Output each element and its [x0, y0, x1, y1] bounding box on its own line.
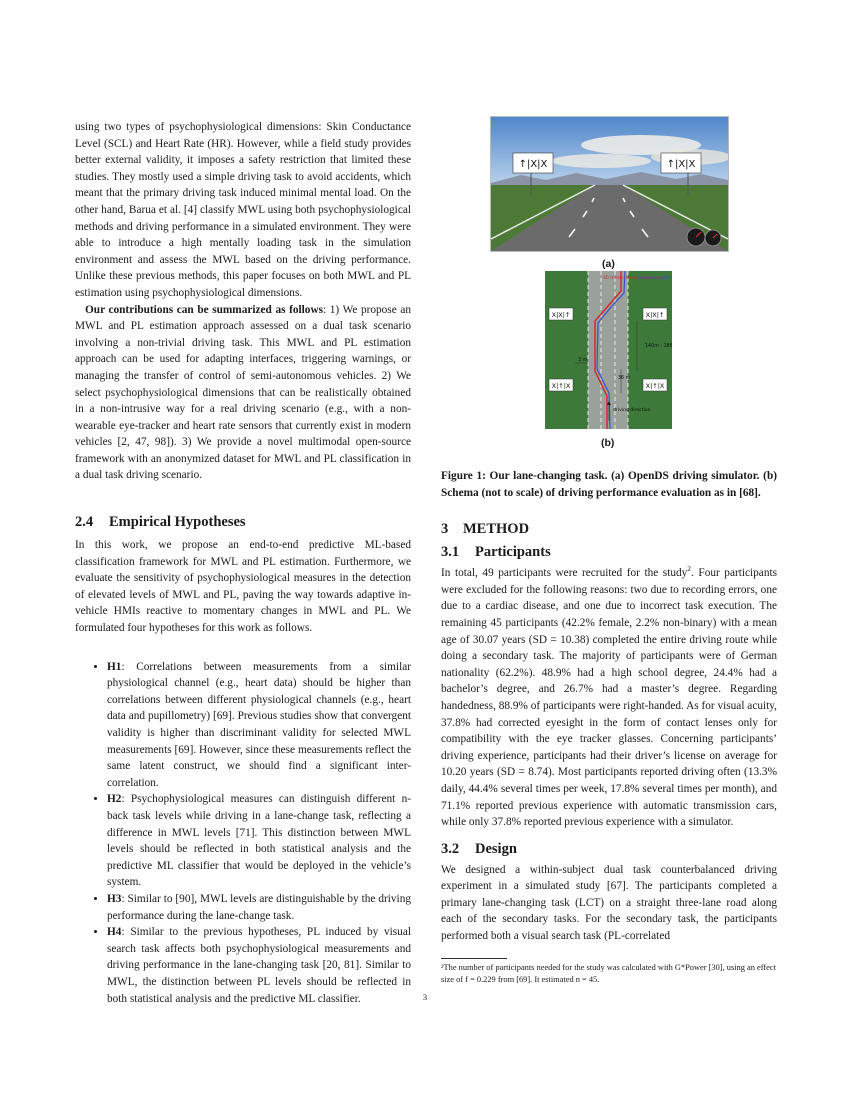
footnote: ²The number of participants needed for the study was calculated with G*Power [30], using an effect size of f = 0.229 from [69]. It estimated n = 45.: [441, 963, 776, 984]
participants-paragraph: [441, 565, 777, 831]
section-title: Empirical Hypotheses: [109, 514, 246, 531]
figure-1a-label: (a): [602, 258, 615, 270]
simulator-scene: [491, 117, 728, 251]
participants-text: . Four participants were excluded for the following reasons: two due to recording errors, one due to a cardiac disease, and one due to incorrect task execution. The remaining 45 participants (42.2% female, 2.2% non-binary) with a mean age of 30.07 years (SD = 10.38) completed the entire driving route while doing a secondary task. The majority of participants were of German nationality (62.2%). 48.9% had a high school degree, 24.4% had a bachelor’s degree, and 26.7% had a master’s degree. Regarding handedness, 88.9% of participants were right-handed. As for visual acuity, 37.8% had corrected eyesight in the form of contact lenses only for compatibility with the eye tracker glasses. Concerning participants’ driving experience, participants had their driver’s license on average for 10.20 years (SD = 8.74). Most participants reported driving often (13.3% daily, 44.4% several times per week, 17.8% several times per month), and 71.1% reported previous experience with automatic transmission cars, while only 37.8% reported previous experience with a simulator.: [441, 567, 778, 829]
footnote-marker: 2: [687, 564, 692, 574]
section-title: Participants: [475, 544, 551, 561]
participants-text: In total, 49 participants were recruited for the study: [441, 567, 688, 580]
contributions-text: : 1) We propose an MWL and PL estimation approach assessed on a dual task scenario involving a non-trivial driving task. This MWL and PL estimation approach can be used for adapting interfaces, triggering warnings, or managing the transfer of control of semi-autonomous vehicles. 2) We select psychophysiological dimensions that can be realistically obtained in a non-intrusive way for a real driving scenario (e.g., with a non-wearable eye-tracker and heart rate sensors that currently exist in modern vehicles [2, 47, 98]). 3) We provide a novel multimodal open-source framework with an anonymized dataset for MWL and PL classification in a dual task driving scenario.: [75, 303, 411, 482]
section-3-1-heading: [441, 544, 777, 561]
section-3-heading: [441, 521, 777, 538]
legend-blue: sampled partic: [637, 276, 672, 281]
hypothesis-label: H2: [107, 793, 122, 806]
contributions-paragraph: [75, 302, 411, 485]
design-paragraph: We designed a within-subject dual task counterbalanced driving experiment in a simulated study [67]. The participants completed a primary lane-changing task (LCT) on a straight three-lane road along each of the secondary tasks. For the secondary task, the participants performed both a visual search task (PL-correlated: [441, 863, 777, 943]
lane-width-label: 3 m: [578, 358, 588, 363]
hypothesis-item: [107, 659, 411, 792]
section-number: 2.4: [75, 514, 94, 531]
footnote-divider: [441, 958, 507, 959]
hypothesis-label: H1: [107, 660, 122, 673]
hypothesis-text: : Psychophysiological measures can distinguish different n-back task levels while driving in a lane-change task, reflecting a difference in MWL levels [71]. This distinction between MWL levels should be reflected in both statistical analysis and the predictive ML classifier that would be deployed in the vehicle’s system.: [107, 793, 411, 889]
hypothesis-label: H4: [107, 926, 122, 939]
section-3-2-heading: [441, 841, 777, 858]
section-2-4-heading: [75, 514, 411, 531]
contributions-lead: Our contributions can be summarized as follows: [85, 303, 323, 316]
figure-1b-schema: [545, 271, 672, 429]
schema-sign: X|↑|X: [645, 382, 665, 390]
page-number: 3: [422, 992, 428, 1002]
section-title: Design: [475, 840, 517, 857]
schema-sign: X|↑|X: [551, 382, 571, 390]
figure-1b-label: (b): [601, 437, 615, 449]
hypothesis-item: [107, 924, 411, 1007]
schema-sign: X|X|↑: [645, 311, 665, 319]
section-title: METHOD: [463, 521, 530, 538]
left-column: [75, 119, 411, 1007]
hypotheses-list: [75, 659, 411, 1007]
section-number: 3.2: [441, 840, 460, 857]
section-number: 3.1: [441, 544, 460, 561]
distance-short-label: 36 m: [618, 376, 631, 381]
hypothesis-text: : Similar to [90], MWL levels are distinguishable by the driving performance during the lane-change task.: [107, 892, 411, 922]
sign-left-text: ↑|X|X: [518, 159, 548, 170]
lane-change-schema: [545, 271, 672, 429]
right-column: [441, 468, 777, 945]
hypotheses-intro: In this work, we propose an end-to-end predictive ML-based classification framework for MWL and PL estimation. Furthermore, we evaluate the sensitivity of psychophysiological measures in the detection of elevated levels of MWL and PL, paving the way towards adaptive in-vehicle HMIs reactive to momentary changes in MWL and PL. We formulated four hypotheses for this work as follows.: [75, 539, 411, 635]
section-number: 3: [441, 521, 449, 538]
figure-1a-simulator: [490, 116, 729, 252]
sign-right-text: ↑|X|X: [666, 159, 696, 170]
distance-long-label: 140m - 188: [645, 344, 672, 349]
hypothesis-text: : Similar to the previous hypotheses, PL induced by visual search task affects both psychophysiological measurements and driving performance in the lane-changing task [20, 81]. Similar to MWL, the distinction between PL levels should be reflected in both statistical analysis and the predictive ML classifier.: [107, 926, 411, 1005]
figure-1-caption: Figure 1: Our lane-changing task. (a) OpenDS driving simulator. (b) Schema (not to scale) of driving performance evaluation as in [68].: [441, 470, 777, 499]
schema-sign: X|X|↑: [551, 311, 571, 319]
hypothesis-label: H3: [107, 892, 122, 905]
intro-paragraph: using two types of psychophysiological dimensions: Skin Conductance Level (SCL) and Heart Rate (HR). However, while a field study provides better external validity, it imposes a safety restriction that limited these studies. They mostly used a simple driving task to avoid accidents, which meant that the primary driving task induced minimal mental load. On the other hand, Barua et al. [4] classify MWL using both psychophysiological methods and driving performance in a simulated environment. They were able to introduce a high mentally loading task in the simulation environment and assess the MWL based on the driving performance. Unlike these previous methods, this paper focuses on both MWL and PL estimation using psychophysiological dimensions.: [75, 121, 411, 299]
hypothesis-item: [107, 791, 411, 891]
legend-red: 40 meter mean reference: [603, 276, 663, 281]
driving-direction-label: driving direction: [613, 408, 651, 413]
hypothesis-item: [107, 891, 411, 924]
hypothesis-text: : Correlations between measurements from a similar physiological channel (e.g., heart data) should be higher than correlations between different physiological channels (e.g., heart data and pupillometry) [69]. Previous studies show that convergent validity is higher than discriminant validity for selected MWL measurements [69]. However, since these measurements reflect the same latent construct, we should find a significant inter-correlation.: [107, 660, 411, 789]
